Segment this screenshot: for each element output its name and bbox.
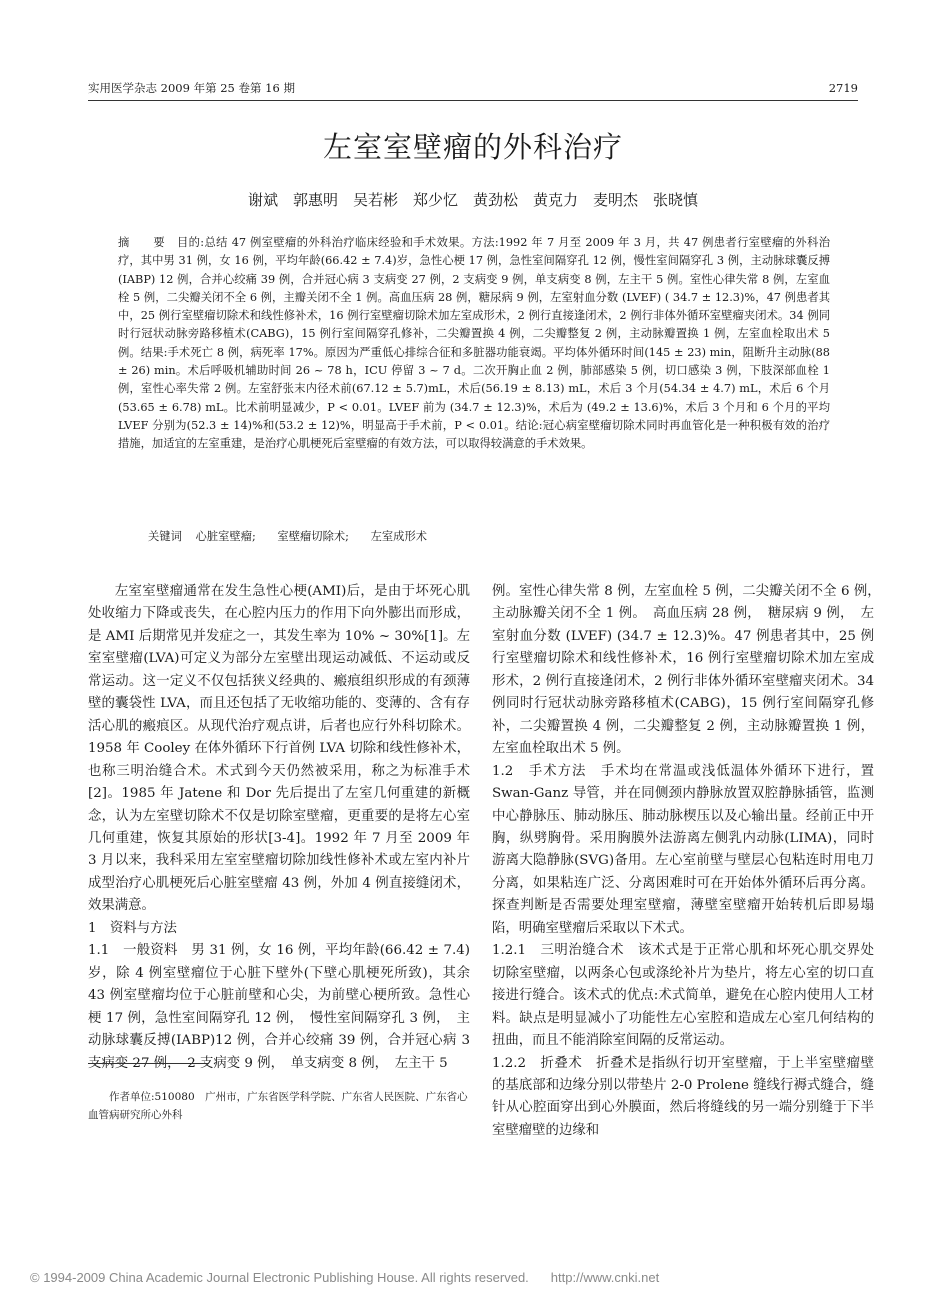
author-list: 谢斌 郭惠明 吴若彬 郑少忆 黄劲松 黄克力 麦明杰 张晓慎	[247, 191, 698, 209]
subsection-plication: 1.2.2 折叠术 折叠术是指纵行切开室壁瘤，于上半室壁瘤壁的基底部和边缘分别以带垫片 2-0 Prolene 缝线行褥式缝合，缝针从心腔面穿出到心外膜面，然后将缝线的另一端分别缝于下半室壁瘤壁的边缘和	[492, 1055, 874, 1138]
abstract	[118, 234, 830, 454]
header-rule	[88, 100, 858, 101]
copyright-notice: © 1994-2009 China Academic Journal Electronic Publishing House. All rights reserved.	[30, 1270, 529, 1285]
keywords-label: 关键词	[148, 530, 182, 543]
subsection-general-data: 1.1 一般资料 男 31 例，女 16 例，平均年龄(66.42 ± 7.4)岁，除 4 例室壁瘤位于心脏下壁外(下壁心肌梗死所致)，其余 43 例室壁瘤均位于心脏前壁和心尖，为前壁心梗所致。急性心梗 17 例，急性室间隔穿孔 12 例， 慢性室间隔穿孔 3 例， 主动脉球囊反搏(IABP)12 例，合并心绞痛 39 例，合并冠心病 3 支病变 27 例， 2 支病变 9 例， 单支病变 8 例， 左主干 5	[88, 943, 470, 1071]
footnote-rule	[88, 1063, 208, 1064]
section-heading-materials-methods: 1 资料与方法	[88, 920, 177, 936]
subsection-sandwich-suture: 1.2.1 三明治缝合术 该术式是于正常心肌和坏死心肌交界处切除室壁瘤，以两条心包或涤纶补片为垫片，将左心室的切口直接进行缝合。该术式的优点:术式简单，避免在心腔内使用人工材料。缺点是明显减小了功能性左心室腔和造成左心室几何结构的扭曲，而且不能消除室间隔的反常运动。	[492, 943, 874, 1049]
keyword-item: 左室成形术	[370, 530, 428, 543]
author-affiliation-footnote: 作者单位:510080 广州市，广东省医学科学院、广东省人民医院、广东省心血管病研究所心外科	[88, 1091, 468, 1121]
body-column-right	[492, 581, 888, 1142]
cnki-link[interactable]: http://www.cnki.net	[550, 1270, 660, 1285]
subsection-surgical-methods: 1.2 手术方法 手术均在常温或浅低温体外循环下进行，置 Swan-Ganz 导管，并在同侧颈内静脉放置双腔静脉插管，监测中心静脉压、肺动脉压、肺动脉楔压以及心输出量。经前正中开胸，纵劈胸骨。采用胸膜外法游离左侧乳内动脉(LIMA)，同时游离大隐静脉(SVG)备用。左心室前壁与壁层心包粘连时用电刀分离，如果粘连广泛、分离困难时可在开始体外循环后再分离。探查判断是否需要处理室壁瘤，薄壁室壁瘤开始转机后即易塌陷，明确室壁瘤后采取以下术式。	[492, 763, 874, 936]
page-number: 2719	[828, 81, 858, 95]
keyword-item: 心脏室壁瘤;	[195, 530, 256, 543]
copyright-bar	[30, 1268, 930, 1288]
continuation-paragraph: 例。室性心律失常 8 例，左室血栓 5 例，二尖瓣关闭不全 6 例， 主动脉瓣关闭不全 1 例。 高血压病 28 例， 糖尿病 9 例， 左室射血分数 (LVEF) (34.7 ± 12.3)%。47 例患者其中，25 例行室壁瘤切除术和线性修补术，16 例行室壁瘤切除术加左室成形术，2 例行直接逢闭术，2 例行非体外循环室壁瘤夹闭术。34 例同时行冠状动脉旁路移植术(CABG)，15 例行室间隔穿孔修补，二尖瓣置换 4 例，二尖瓣整复 2 例，主动脉瓣置换 1 例，左室血栓取出术 5 例。	[492, 584, 888, 757]
running-header	[88, 78, 858, 98]
article-title: 左室室壁瘤的外科治疗	[322, 130, 623, 164]
intro-paragraph: 左室室壁瘤通常在发生急性心梗(AMI)后，是由于坏死心肌处收缩力下降或丧失，在心腔内压力的作用下向外膨出而形成，是 AMI 后期常见并发症之一，其发生率为 10% ~ 30%[1]。左室室壁瘤(LVA)可定义为部分左室壁出现运动减低、不运动或反常运动。这一定义不仅包括狭义经典的、瘢痕组织形成的有颈薄壁的囊袋性 LVA，而且还包括了无收缩功能的、变薄的、含有存活心肌的瘢痕区。从现代治疗观点讲，后者也应行外科切除术。1958 年 Cooley 在体外循环下行首例 LVA 切除和线性修补术，也称三明治缝合术。术式到今天仍然被采用，称之为标准手术[2]。1985 年 Jatene 和 Dor 先后提出了左室几何重建的新概念，认为左室壁切除术不仅是切除室壁瘤，更重要的是将左心室几何重建，恢复其原始的形状[3-4]。1992 年 7 月至 2009 年 3 月以来，我科采用左室室壁瘤切除加线性修补术或左室内补片成型治疗心肌梗死后心脏室壁瘤 43 例，外加 4 例直接缝闭术，效果满意。	[88, 584, 470, 914]
body-column-left	[88, 581, 470, 1075]
abstract-label: 摘 要	[118, 236, 171, 249]
journal-issue: 实用医学杂志 2009 年第 25 卷第 16 期	[88, 81, 295, 95]
keyword-item: 室壁瘤切除术;	[277, 530, 349, 543]
abstract-text: 目的:总结 47 例室壁瘤的外科治疗临床经验和手术效果。方法:1992 年 7 月至 2009 年 3 月，共 47 例患者行室壁瘤的外科治疗，其中男 31 例，女 16 例，平均年龄(66.42 ± 7.4)岁，急性心梗 17 例，急性室间隔穿孔 12 例，慢性室间隔穿孔 3 例，主动脉球囊反搏(IABP) 12 例，合并心绞痛 39 例，合并冠心病 3 支病变 27 例，2 支病变 9 例，单支病变 8 例，左主干 5 例。室性心律失常 8 例，左室血栓 5 例，二尖瓣关闭不全 6 例，主瓣关闭不全 1 例。高血压病 28 例，糖尿病 9 例，左室射血分数 (LVEF) ( 34.7 ± 12.3)%，47 例患者其中，25 例行室壁瘤切除术和线性修补术，16 例行室壁瘤切除术加左室成形术，2 例行直接逢闭术，2 例行非体外循环室壁瘤夹闭术。34 例同时行冠状动脉旁路移植术(CABG)，15 例行室间隔穿孔修补，二尖瓣置换 4 例，二尖瓣整复 2 例，主动脉瓣置换 1 例，左室血栓取出术 5 例。结果:手术死亡 8 例，病死率 17%。原因为严重低心排综合征和多脏器功能衰竭。平均体外循环时间(145 ± 23) min，阻断升主动脉(88 ± 26) min。术后呼吸机辅助时间 26 ~ 78 h，ICU 停留 3 ~ 7 d。二次开胸止血 2 例，肺部感染 5 例，切口感染 3 例，下肢深部血栓 1 例，室性心率失常 2 例。左室舒张末内径术前(67.12 ± 5.7)mL，术后(56.19 ± 8.13) mL，术后 3 个月(54.34 ± 4.7) mL，术后 6 个月(53.65 ± 6.78) mL。比术前明显减少，P < 0.01。LVEF 前为 (34.7 ± 12.3)%，术后为 (49.2 ± 13.6)%，术后 3 个月和 6 个月的平均 LVEF 分别为(52.3 ± 14)%和(53.2 ± 12)%，明显高于手术前，P < 0.01。结论:冠心病室壁瘤切除术同时再血管化是一种积极有效的治疗措施，加适宜的左室重建，是治疗心肌梗死后室壁瘤的有效方法，可以取得较满意的手术效果。	[118, 236, 830, 451]
keywords	[148, 528, 830, 546]
